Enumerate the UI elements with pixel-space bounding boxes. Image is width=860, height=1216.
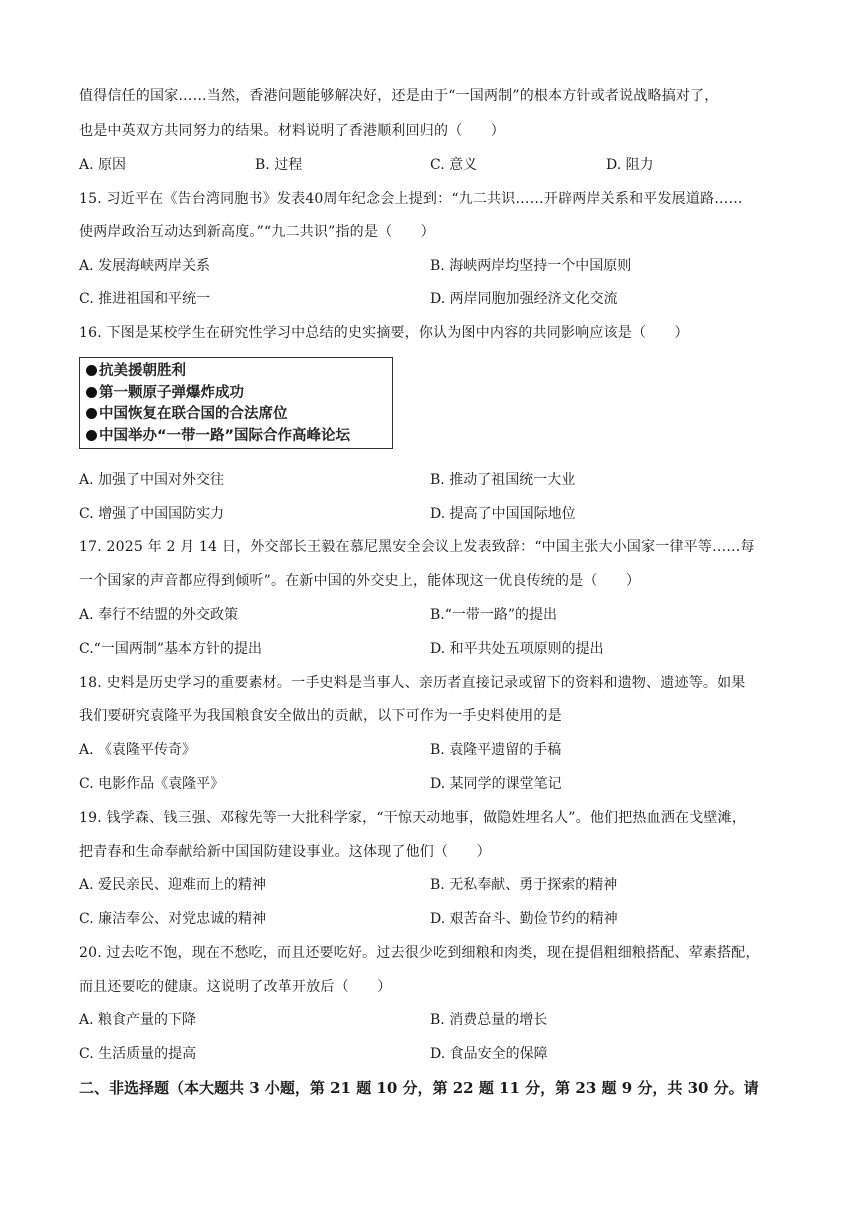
q14-text-line-1: 值得信任的国家……当然，香港问题能够解决好，还是由于“一国两制”的根本方针或者说战略搞对了，	[79, 88, 719, 104]
q15-option-d[interactable]: D. 两岸同胞加强经济文化交流	[430, 291, 618, 307]
q19-stem-line-1: 19. 钱学森、钱三强、邓稼先等一大批科学家，“干惊天动地事，做隐姓埋名人”。他们把热血洒在戈壁滩，	[79, 810, 747, 826]
fact-item: 第一颗原子弹爆炸成功	[86, 383, 392, 405]
fact-item: 中国恢复在联合国的合法席位	[86, 404, 392, 426]
q20-option-a[interactable]: A. 粮食产量的下降	[79, 1012, 197, 1028]
q14-option-b[interactable]: B. 过程	[255, 157, 303, 173]
q19-option-b[interactable]: B. 无私奉献、勇于探索的精神	[430, 877, 618, 893]
q19-option-a[interactable]: A. 爱民亲民、迎难而上的精神	[79, 877, 267, 893]
q16-option-b[interactable]: B. 推动了祖国统一大业	[430, 472, 576, 488]
q19-stem-line-2: 把青春和生命奉献给新中国国防建设事业。这体现了他们（ ）	[79, 844, 491, 860]
bullet-icon	[86, 430, 97, 441]
q18-option-a[interactable]: A. 《袁隆平传奇》	[79, 742, 197, 758]
q15-stem-line-1: 15. 习近平在《告台湾同胞书》发表40周年纪念会上提到：“九二共识……开辟两岸关系和平发展道路……	[79, 191, 743, 207]
q20-stem-line-2: 而且还要吃的健康。这说明了改革开放后（ ）	[79, 979, 392, 995]
fact-item: 抗美援朝胜利	[86, 361, 392, 383]
q20-option-d[interactable]: D. 食品安全的保障	[430, 1046, 548, 1062]
q18-stem-line-1: 18. 史料是历史学习的重要素材。一手史料是当事人、亲历者直接记录或留下的资料和遗物、遗迹等。如果	[79, 675, 746, 691]
bullet-icon	[86, 365, 97, 376]
q17-stem-line-2: 一个国家的声音都应得到倾听”。在新中国的外交史上，能体现这一优良传统的是（ ）	[79, 573, 641, 589]
bullet-icon	[86, 387, 97, 398]
q17-option-c[interactable]: C.“一国两制”基本方针的提出	[79, 641, 262, 657]
q15-option-c[interactable]: C. 推进祖国和平统一	[79, 291, 211, 307]
q20-option-b[interactable]: B. 消费总量的增长	[430, 1012, 548, 1028]
q18-stem-line-2: 我们要研究袁隆平为我国粮食安全做出的贡献，以下可作为一手史料使用的是	[79, 708, 562, 724]
q17-option-a[interactable]: A. 奉行不结盟的外交政策	[79, 607, 239, 623]
q19-option-c[interactable]: C. 廉洁奉公、对党忠诚的精神	[79, 911, 267, 927]
q14-text-line-2: 也是中英双方共同努力的结果。材料说明了香港顺利回归的（ ）	[79, 123, 505, 139]
fact-item: 中国举办“一带一路”国际合作高峰论坛	[86, 426, 392, 448]
q18-option-c[interactable]: C. 电影作品《袁隆平》	[79, 776, 225, 792]
q17-option-d[interactable]: D. 和平共处五项原则的提出	[430, 641, 604, 657]
q20-stem-line-1: 20. 过去吃不饱，现在不愁吃，而且还要吃好。过去很少吃到细粮和肉类，现在提倡粗细粮搭配、荤素搭配，	[79, 945, 760, 961]
q16-option-c[interactable]: C. 增强了中国国防实力	[79, 506, 225, 522]
q16-option-a[interactable]: A. 加强了中国对外交往	[79, 472, 225, 488]
q15-option-b[interactable]: B. 海峡两岸均坚持一个中国原则	[430, 258, 632, 274]
q18-option-b[interactable]: B. 袁隆平遗留的手稿	[430, 742, 562, 758]
q15-stem-line-2: 使两岸政治互动达到新高度。”“九二共识”指的是（ ）	[79, 224, 435, 240]
q20-option-c[interactable]: C. 生活质量的提高	[79, 1046, 197, 1062]
q14-option-d[interactable]: D. 阻力	[606, 157, 654, 173]
q16-option-d[interactable]: D. 提高了中国国际地位	[430, 506, 576, 522]
q19-option-d[interactable]: D. 艰苦奋斗、勤俭节约的精神	[430, 911, 618, 927]
q18-option-d[interactable]: D. 某同学的课堂笔记	[430, 776, 562, 792]
q16-stem-line-1: 16. 下图是某校学生在研究性学习中总结的史实摘要，你认为图中内容的共同影响应该是（ ）	[79, 325, 689, 341]
q17-stem-line-1: 17. 2025 年 2 月 14 日，外交部长王毅在慕尼黑安全会议上发表致辞：“中国主张大小国家一律平等……每	[79, 539, 755, 555]
q14-option-c[interactable]: C. 意义	[430, 157, 478, 173]
q15-option-a[interactable]: A. 发展海峡两岸关系	[79, 258, 211, 274]
q14-option-a[interactable]: A. 原因	[79, 157, 127, 173]
historical-facts-box	[79, 357, 393, 449]
bullet-icon	[86, 408, 97, 419]
section-heading: 二、非选择题（本大题共 3 小题，第 21 题 10 分，第 22 题 11 分，第 23 题 9 分，共 30 分。请	[79, 1079, 759, 1097]
q17-option-b[interactable]: B.“一带一路”的提出	[430, 607, 558, 623]
